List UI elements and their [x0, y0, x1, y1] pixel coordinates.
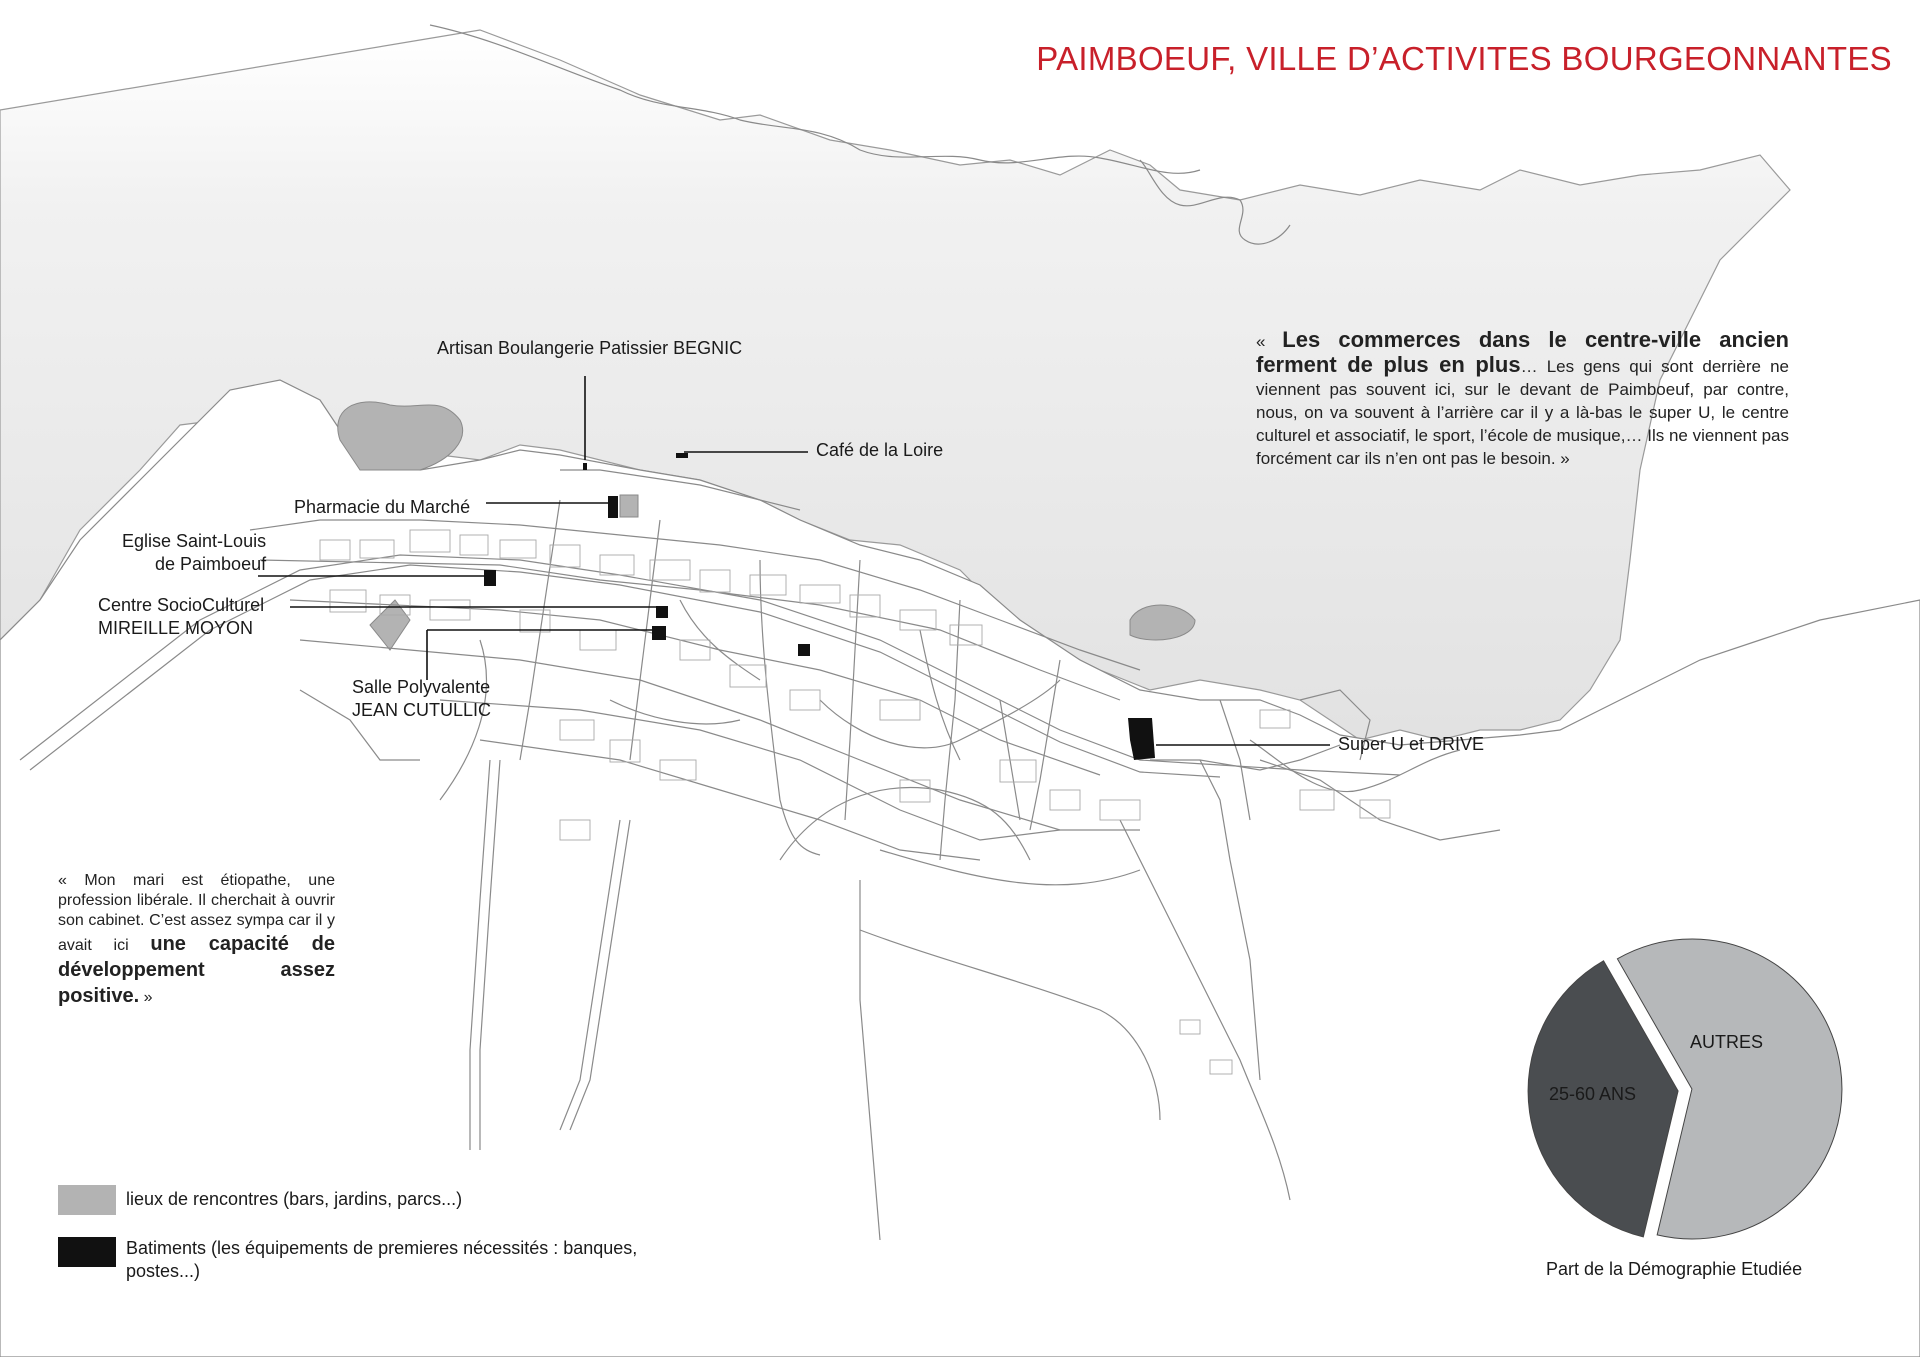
quote-main	[1256, 328, 1789, 470]
label-salle-line1: Salle Polyvalente	[352, 677, 491, 697]
label-salle	[352, 676, 491, 722]
quote-left	[58, 871, 335, 1009]
quote-main-open: «	[1256, 332, 1283, 351]
label-centre-line1: Centre SocioCulturel	[98, 595, 265, 615]
quote-left-strong: une capacité de développement assez positive.	[58, 933, 336, 1007]
quote-left-close: »	[139, 989, 153, 1006]
legend-swatch-black	[58, 1237, 116, 1267]
pie-chart-caption: Part de la Démographie Etudiée	[1546, 1259, 1803, 1279]
label-boulangerie: Artisan Boulangerie Patissier BEGNIC	[437, 338, 743, 358]
quote-main-strong: Les commerces dans le centre-ville ancien ferment de plus en plus	[1256, 327, 1789, 377]
legend-swatch-grey	[58, 1185, 116, 1215]
label-centre-line2: MIREILLE MOYON	[98, 618, 254, 638]
label-pharmacie: Pharmacie du Marché	[294, 497, 471, 517]
page-title: PAIMBOEUF, VILLE D’ACTIVITES BOURGEONNANTES	[1036, 40, 1892, 77]
label-superu: Super U et DRIVE	[1338, 734, 1485, 754]
label-eglise	[122, 530, 266, 576]
pie-label-autres: AUTRES	[1690, 1032, 1764, 1052]
label-salle-line2: JEAN CUTULLIC	[352, 700, 492, 720]
label-eglise-line1: Eglise Saint-Louis	[122, 531, 267, 551]
legend-label-meeting: lieux de rencontres (bars, jardins, parcs...)	[126, 1189, 463, 1209]
quote-left-text: « Mon mari est étiopathe, une profession libérale. Il cherchait à ouvrir son cabinet. C’est assez sympa car il y avait ici	[58, 872, 335, 954]
pie-label-age: 25-60 ANS	[1549, 1084, 1637, 1104]
quote-main-rest: … Les gens qui sont derrière ne viennent pas souvent ici, sur le devant de Paimboeuf, par contre, nous, on va souvent à l’arrière car il y a là-bas le super U, le centre culturel et associatif, le sport, l’école de musique,… Ils ne viennent pas forcément car ils n’en ont pas le besoin. »	[1256, 357, 1789, 468]
label-eglise-line2: de Paimboeuf	[155, 554, 267, 574]
label-centre	[98, 594, 264, 640]
label-cafe: Café de la Loire	[816, 440, 944, 460]
legend-label-buildings: Batiments (les équipements de premieres nécessités : banques, postes...)	[126, 1238, 638, 1281]
